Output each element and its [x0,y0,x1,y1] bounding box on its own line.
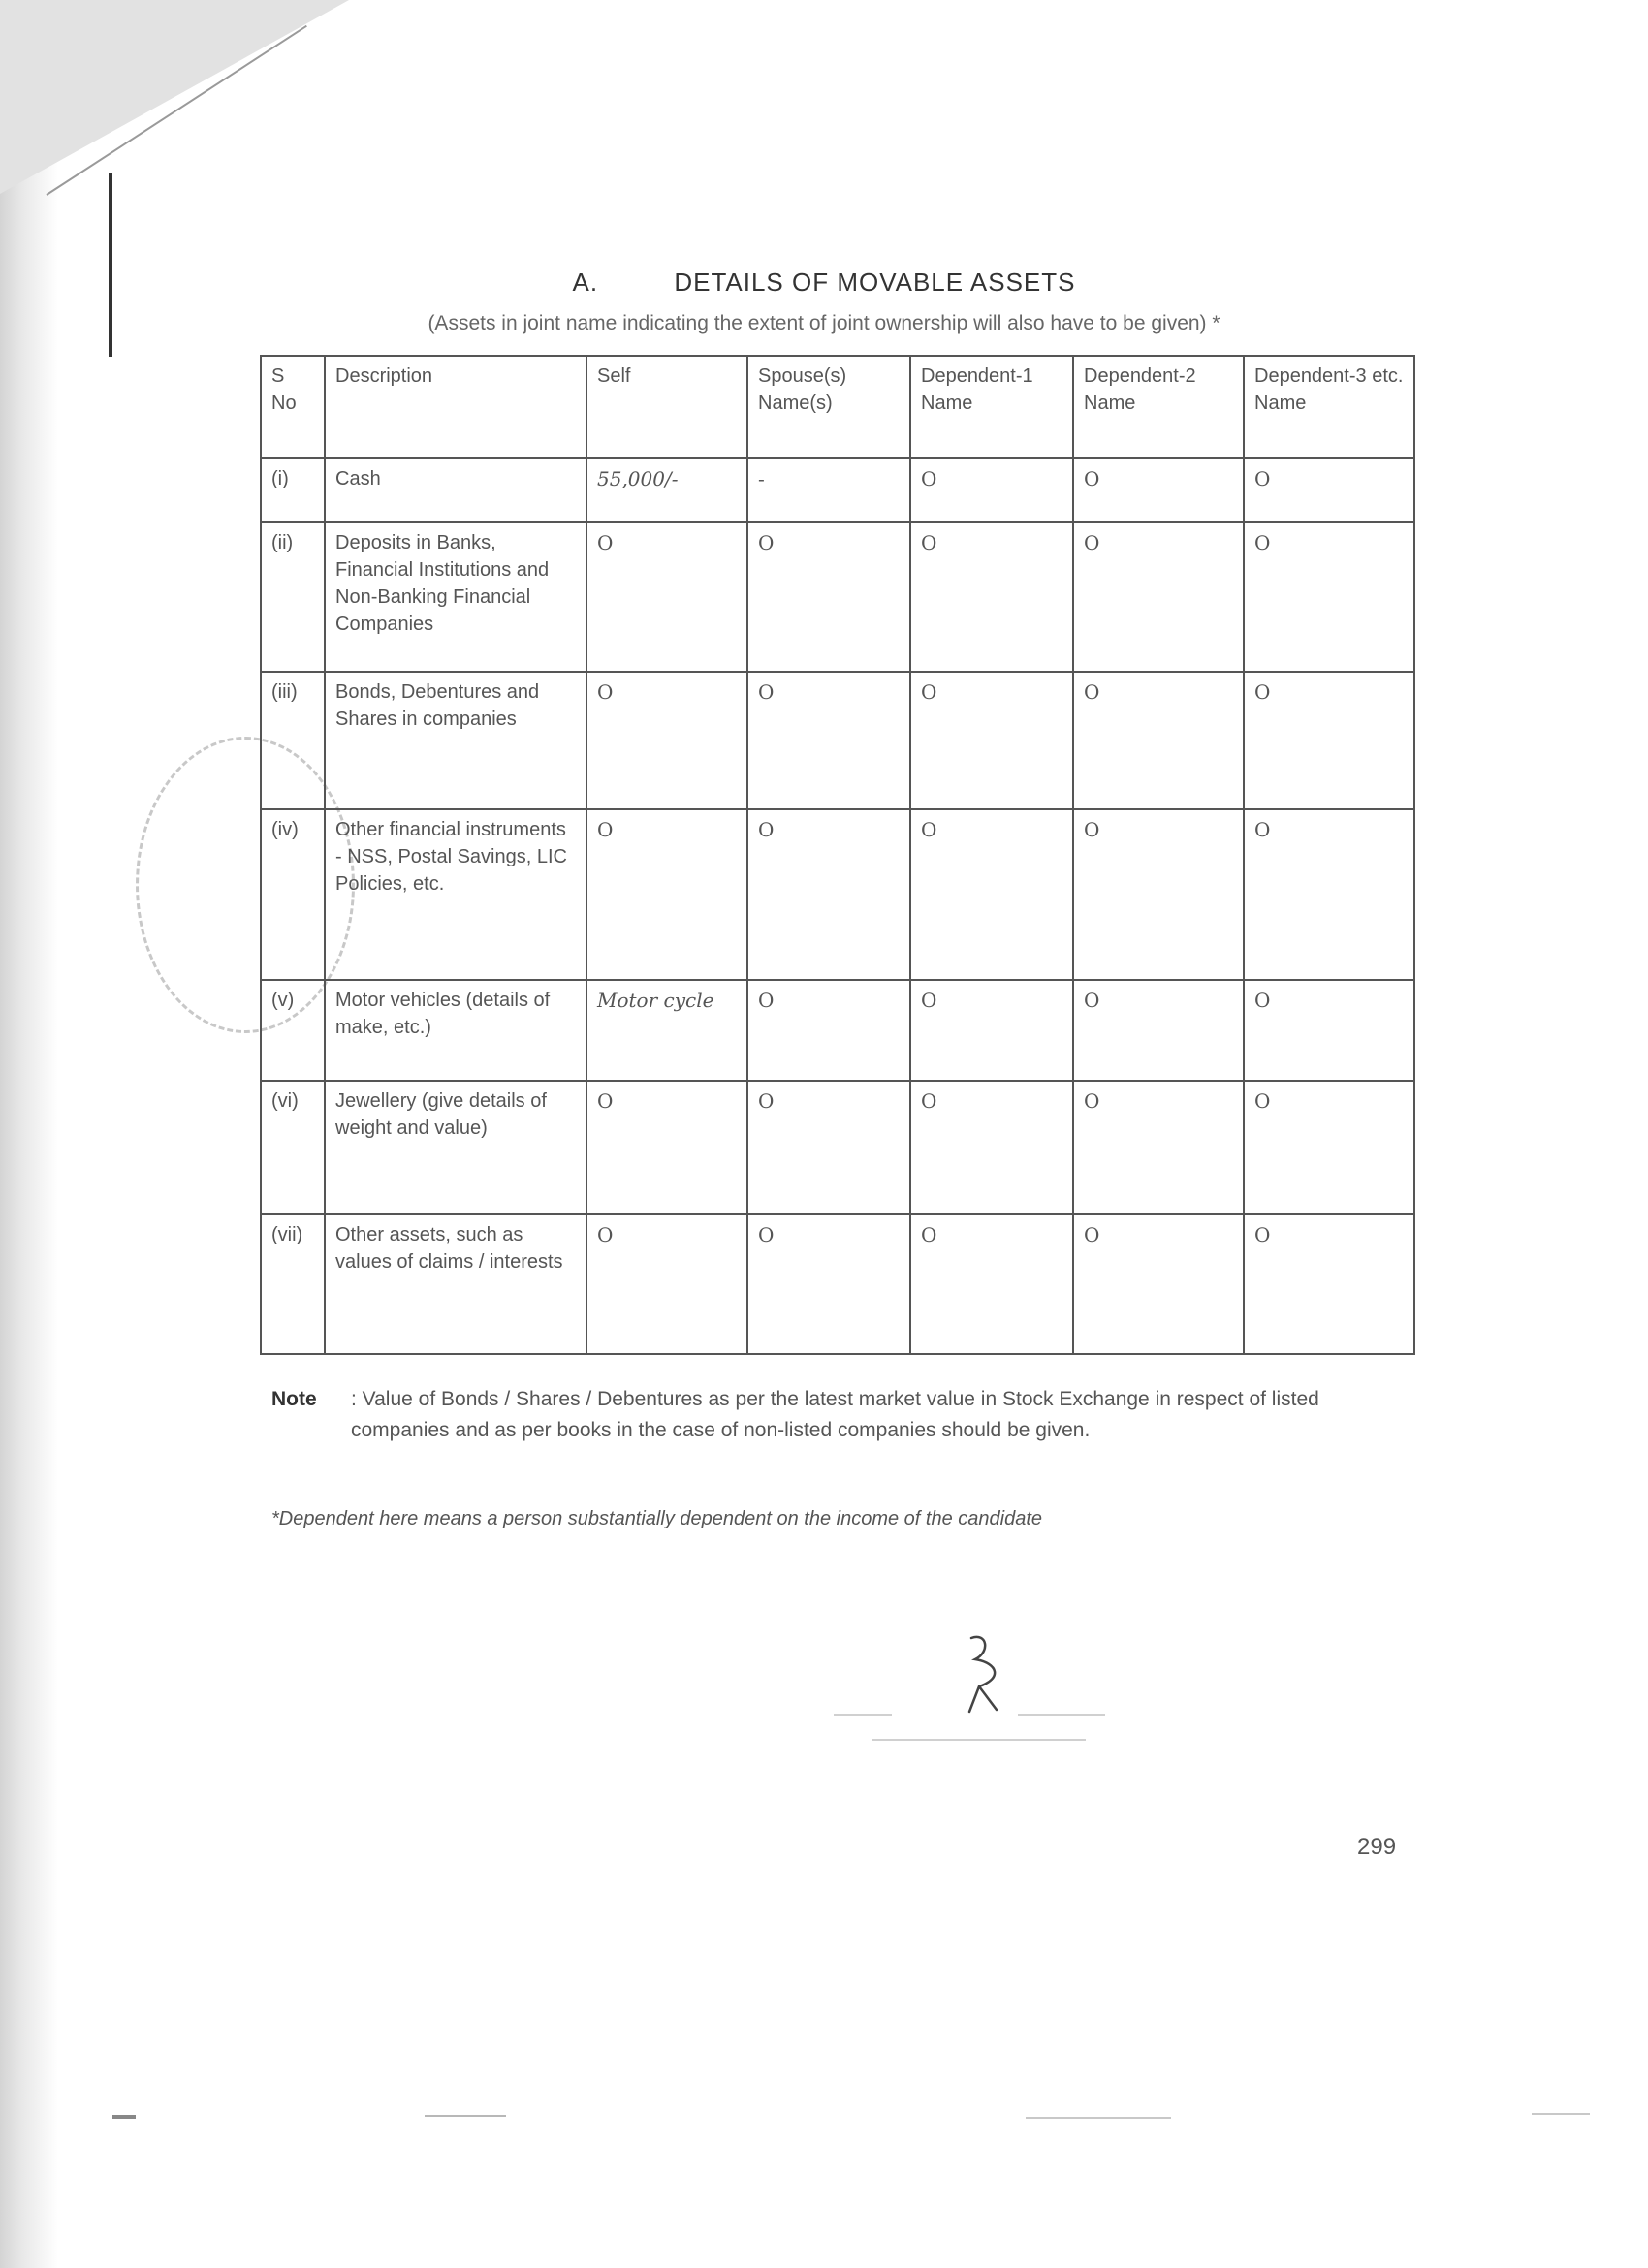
row-sno: (i) [261,458,325,522]
header-spouse: Spouse(s) Name(s) [747,356,910,458]
table-row [261,1081,1414,1214]
row-sno: (v) [261,980,325,1081]
row-dependent-1-value: O [910,980,1073,1081]
scan-artifact [1026,2117,1171,2119]
signature-caption-faded [834,1706,1125,1754]
row-spouse-value: O [747,522,910,672]
row-description: Other assets, such as values of claims / interests [325,1214,586,1354]
table-row [261,522,1414,672]
row-dependent-2-value: O [1073,458,1244,522]
table-row [261,672,1414,809]
section-number: A. [572,268,599,297]
row-self-value: 55,000/- [586,458,747,522]
row-sno: (ii) [261,522,325,672]
row-description: Deposits in Banks, Financial Institutions and Non-Banking Financial Companies [325,522,586,672]
header-self: Self [586,356,747,458]
row-self-value: O [586,522,747,672]
row-spouse-value: O [747,672,910,809]
note-label: Note [271,1388,317,1410]
row-self-value: O [586,809,747,980]
scan-artifact [425,2115,506,2117]
header-sno: S No [261,356,325,458]
row-spouse-value: O [747,1081,910,1214]
row-self-value: O [586,1081,747,1214]
row-sno: (iii) [261,672,325,809]
row-dependent-2-value: O [1073,1214,1244,1354]
row-dependent-3-value: O [1244,522,1414,672]
scan-edge-shadow [0,0,58,2268]
row-self-value: Motor cycle [586,980,747,1081]
row-sno: (iv) [261,809,325,980]
row-dependent-3-value: O [1244,809,1414,980]
scan-artifact [112,2115,136,2119]
row-description: Motor vehicles (details of make, etc.) [325,980,586,1081]
row-description: Bonds, Debentures and Shares in companies [325,672,586,809]
row-dependent-2-value: O [1073,1081,1244,1214]
movable-assets-table [260,355,1415,1355]
row-dependent-2-value: O [1073,980,1244,1081]
row-dependent-2-value: O [1073,672,1244,809]
row-dependent-1-value: O [910,522,1073,672]
row-dependent-1-value: O [910,672,1073,809]
header-description: Description [325,356,586,458]
handwritten-signature [940,1630,1037,1717]
row-description: Jewellery (give details of weight and value) [325,1081,586,1214]
header-dependent-2: Dependent-2 Name [1073,356,1244,458]
row-dependent-3-value: O [1244,1081,1414,1214]
section-heading [0,268,1648,298]
row-sno: (vi) [261,1081,325,1214]
section-title: DETAILS OF MOVABLE ASSETS [674,268,1076,297]
row-spouse-value: - [747,458,910,522]
row-dependent-1-value: O [910,1214,1073,1354]
table-row [261,458,1414,522]
row-description: Cash [325,458,586,522]
row-self-value: O [586,1214,747,1354]
row-spouse-value: O [747,809,910,980]
header-dependent-1: Dependent-1 Name [910,356,1073,458]
row-spouse-value: O [747,1214,910,1354]
table-row [261,809,1414,980]
row-dependent-2-value: O [1073,522,1244,672]
row-dependent-1-value: O [910,458,1073,522]
row-dependent-3-value: O [1244,980,1414,1081]
page-number: 299 [1357,1834,1397,1860]
note-text: : Value of Bonds / Shares / Debentures as per the latest market value in Stock Exchange in respect of listed companies and as per books in the case of non-listed companies should be given. [351,1388,1319,1441]
row-dependent-1-value: O [910,809,1073,980]
row-dependent-2-value: O [1073,809,1244,980]
scan-artifact [1532,2113,1590,2115]
row-dependent-3-value: O [1244,458,1414,522]
row-dependent-3-value: O [1244,1214,1414,1354]
table-row [261,980,1414,1081]
row-self-value: O [586,672,747,809]
row-description: Other financial instruments - NSS, Postal Savings, LIC Policies, etc. [325,809,586,980]
dependent-footnote: *Dependent here means a person substantially dependent on the income of the candidate [271,1508,1042,1529]
row-sno: (vii) [261,1214,325,1354]
note-block [271,1384,1415,1446]
header-dependent-3: Dependent-3 etc. Name [1244,356,1414,458]
row-dependent-3-value: O [1244,672,1414,809]
table-row [261,1214,1414,1354]
table-header-row [261,356,1414,458]
folded-corner [0,0,349,194]
row-spouse-value: O [747,980,910,1081]
row-dependent-1-value: O [910,1081,1073,1214]
section-subheading: (Assets in joint name indicating the extent of joint ownership will also have to be given) * [428,312,1220,334]
